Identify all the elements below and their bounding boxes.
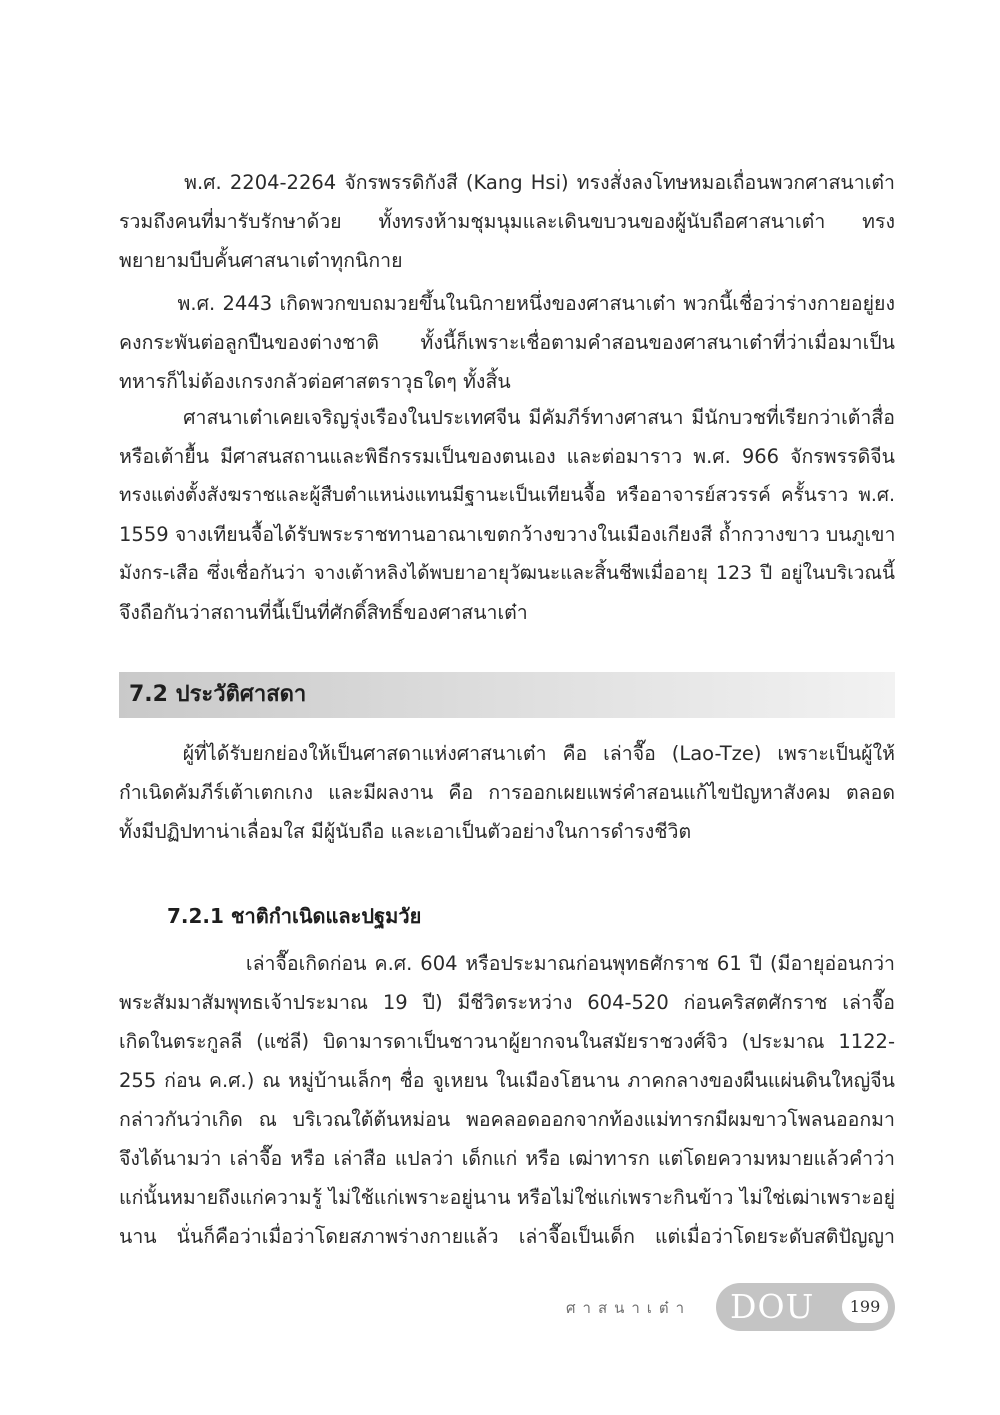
text-line: ทหารก็ไม่ต้องเกรงกลัวต่อศาสตราวุธใดๆ ทั้งสิ้น [119, 370, 511, 393]
paragraph-prosperity [119, 398, 895, 632]
text-line: แก่นั้นหมายถึงแก่ความรู้ ไม่ใช้แก่เพราะอยู่นาน หรือไม่ใช่แก่เพราะกินข้าว ไม่ใช่เฒ่าเพราะอยู่ [119, 1186, 895, 1209]
subsection-title: 7.2.1 ชาติกำเนิดและปฐมวัย [167, 904, 422, 928]
text-line: คงกระพันต่อลูกปืนของต่างชาติ ทั้งนี้ก็เพราะเชื่อตามคำสอนของศาสนาเต๋าที่ว่าเมื่อมาเป็น [119, 331, 895, 354]
footer-book-title: ศาสนาเต๋า [566, 1299, 692, 1317]
text-line: พระสัมมาสัมพุทธเจ้าประมาณ 19 ปี) มีชีวิตระหว่าง 604-520 ก่อนคริสตศักราช เล่าจื๊อ [119, 991, 895, 1014]
text-line: 255 ก่อน ค.ศ.) ณ หมู่บ้านเล็กๆ ชื่อ จูเหยน ในเมืองโฮนาน ภาคกลางของผืนแผ่นดินใหญ่จีน [119, 1069, 895, 1092]
text-line: พ.ศ. 2443 เกิดพวกขบถมวยขึ้นในนิกายหนึ่งของศาสนาเต๋า พวกนี้เชื่อว่าร่างกายอยู่ยง [119, 292, 895, 315]
paragraph-birth [119, 944, 895, 1256]
text-line: กำเนิดคัมภีร์เต้าเตกเกง และมีผลงาน คือ การออกเผยแพร่คำสอนแก้ไขปัญหาสังคม ตลอด [119, 781, 895, 804]
paragraph-founder [119, 734, 895, 851]
paragraph-boxer [119, 284, 895, 401]
text-line: ทั้งมีปฏิปทาน่าเลื่อมใส มีผู้นับถือ และเอาเป็นตัวอย่างในการดำรงชีวิต [119, 820, 692, 843]
text-line: 1559 จางเทียนจื้อได้รับพระราชทานอาณาเขตกว้างขวางในเมืองเกียงสี ถ้ำกวางขาว บนภูเขา [119, 523, 896, 546]
section-heading-bar [119, 672, 895, 718]
text-line: พยายามบีบคั้นศาสนาเต๋าทุกนิกาย [119, 249, 403, 272]
text-line: นาน นั่นก็คือว่าเมื่อว่าโดยสภาพร่างกายแล้ว เล่าจื๊อเป็นเด็ก แต่เมื่อว่าโดยระดับสติปัญญา [119, 1225, 895, 1248]
paragraph-kang-hsi [119, 163, 895, 280]
page-number: 199 [842, 1291, 888, 1323]
text-line: จึงได้นามว่า เล่าจื๊อ หรือ เล่าสือ แปลว่า เด็กแก่ หรือ เฒ่าทารก แต่โดยความหมายแล้วคำว่า [119, 1147, 895, 1170]
text-line: รวมถึงคนที่มารับรักษาด้วย ทั้งทรงห้ามชุมนุมและเดินขบวนของผู้นับถือศาสนาเต๋า ทรง [119, 210, 895, 233]
text-line: กล่าวกันว่าเกิด ณ บริเวณใต้ต้นหม่อน พอคลอดออกจากท้องแม่ทารกมีผมขาวโพลนออกมา [119, 1108, 895, 1131]
text-line: มังกร-เสือ ซึ่งเชื่อกันว่า จางเต้าหลิงได้พบยาอายุวัฒนะและสิ้นชีพเมื่ออายุ 123 ปี อยู่ในบริเวณนี้ [119, 562, 895, 584]
text-line: เล่าจื๊อเกิดก่อน ค.ศ. 604 หรือประมาณก่อนพุทธศักราช 61 ปี (มีอายุอ่อนกว่า [119, 952, 895, 975]
text-line: ศาสนาเต๋าเคยเจริญรุ่งเรืองในประเทศจีน มีคัมภีร์ทางศาสนา มีนักบวชที่เรียกว่าเต้าสื่อ [119, 406, 895, 429]
text-line: เกิดในตระกูลลี (แซ่ลี) บิดามารดาเป็นชาวนาผู้ยากจนในสมัยราชวงศ์จิว (ประมาณ 1122- [119, 1030, 895, 1053]
footer-badge [716, 1283, 895, 1331]
text-line: หรือเต้ายื้น มีศาสนสถานและพิธีกรรมเป็นของตนเอง และต่อมาราว พ.ศ. 966 จักรพรรดิจีน [119, 445, 895, 468]
text-line: พ.ศ. 2204-2264 จักรพรรดิกังสี (Kang Hsi) ทรงสั่งลงโทษหมอเถื่อนพวกศาสนาเต๋า [119, 171, 895, 194]
text-line: จึงถือกันว่าสถานที่นี้เป็นที่ศักดิ์สิทธิ์ของศาสนาเต๋า [119, 601, 528, 624]
text-line: ทรงแต่งตั้งสังฆราชและผู้สืบตำแหน่งแทนมีฐานะเป็นเทียนจื้อ หรืออาจารย์สวรรค์ ครั้นราว พ.ศ. [119, 484, 895, 506]
section-title: 7.2 ประวัติศาสดา [129, 682, 307, 707]
footer-brand-logo: DOU [730, 1287, 815, 1326]
text-line: ผู้ที่ได้รับยกย่องให้เป็นศาสดาแห่งศาสนาเต๋า คือ เล่าจื๊อ (Lao-Tze) เพราะเป็นผู้ให้ [119, 742, 895, 765]
